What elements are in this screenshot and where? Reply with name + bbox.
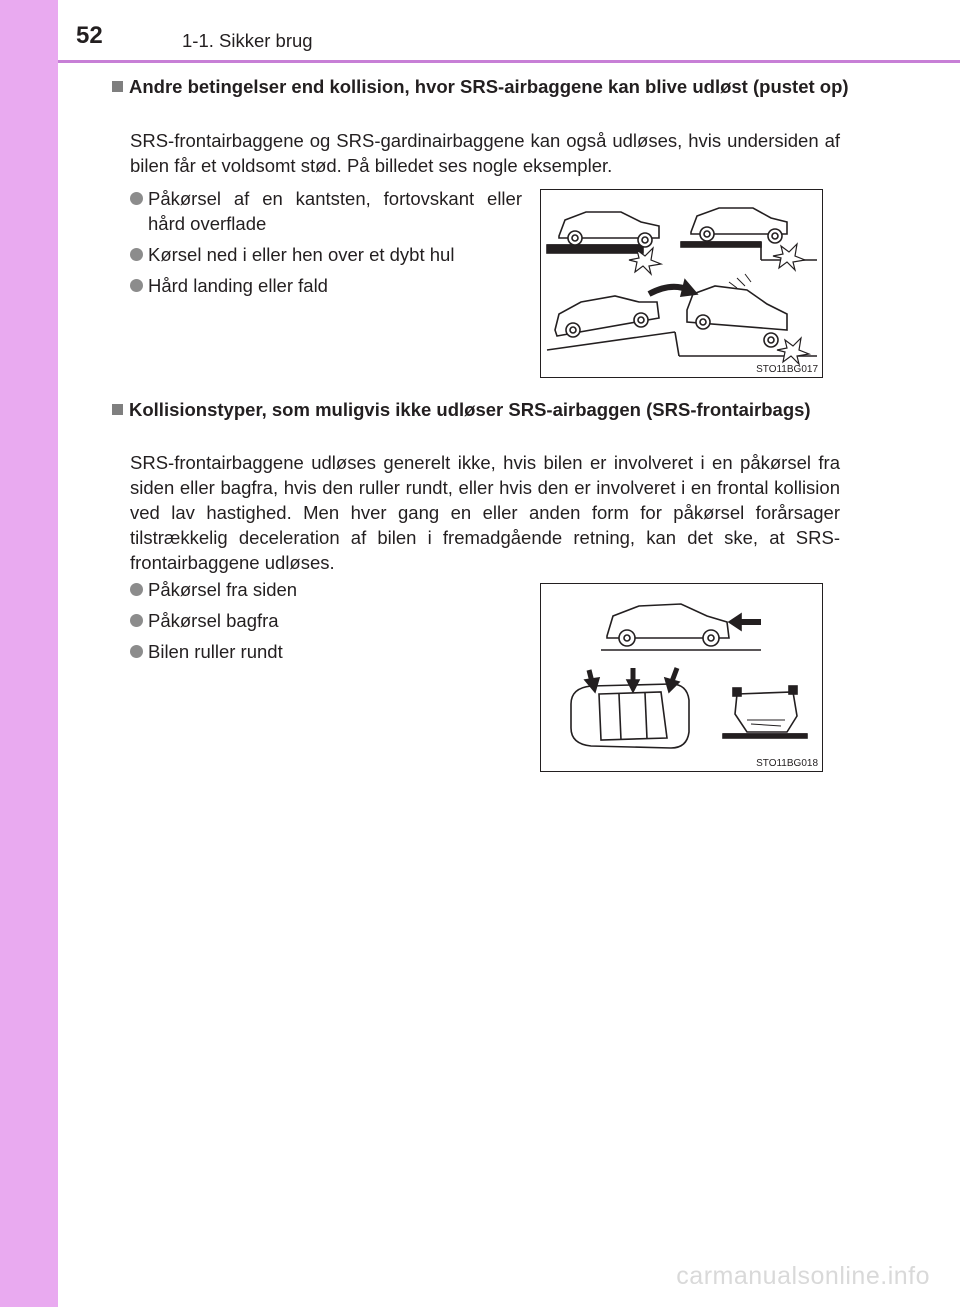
section2-heading-text: Kollisionstyper, som muligvis ikke udløser SRS-airbaggen (SRS-frontairbags) <box>129 399 811 420</box>
bullet-icon <box>130 279 143 292</box>
list-item-text: Kørsel ned i eller hen over et dybt hul <box>148 244 455 265</box>
list-item-text: Hård landing eller fald <box>148 275 328 296</box>
watermark: carmanualsonline.info <box>676 1262 930 1290</box>
section1-bullet-list <box>130 186 522 304</box>
list-item <box>130 273 522 298</box>
non-deploy-collision-illustration <box>541 584 822 771</box>
section1-heading-text: Andre betingelser end kollision, hvor SRS-airbaggene kan blive udløst (pustet op) <box>129 76 849 97</box>
list-item <box>130 639 490 664</box>
bullet-icon <box>130 614 143 627</box>
bullet-icon <box>130 583 143 596</box>
section-title: 1-1. Sikker brug <box>182 30 313 51</box>
list-item-text: Bilen ruller rundt <box>148 641 283 662</box>
section1-paragraph: SRS-frontairbaggene og SRS-gardinairbaggene kan også udløses, hvis undersiden af bilen får et voldsomt stød. På billedet ses nogle eksempler. <box>130 130 840 176</box>
figure-code: STO11BG017 <box>756 364 818 375</box>
figure-code: STO11BG018 <box>756 758 818 769</box>
figure-underbody-impacts <box>540 189 823 378</box>
figure-non-deploy-collisions <box>540 583 823 772</box>
bullet-icon <box>130 248 143 261</box>
section2-heading <box>112 397 852 422</box>
bullet-icon <box>130 192 143 205</box>
list-item-text: Påkørsel fra siden <box>148 579 298 600</box>
list-item <box>130 577 490 602</box>
section2-paragraph: SRS-frontairbaggene udløses generelt ikke, hvis bilen er involveret i en påkørsel fra siden eller bagfra, hvis den ruller rundt, eller hvis den er involveret i en frontal kollision ved lav hastighed. Men hver gang en eller anden form for påkørsel forårsager tilstrækkelig deceleration af bilen i fremadgående retning, kan det ske, at SRS-frontairbaggene udløses. <box>130 452 840 573</box>
list-item-text: Påkørsel bagfra <box>148 610 279 631</box>
chapter-sidebar <box>0 0 58 1307</box>
underbody-impact-illustration <box>541 190 822 377</box>
heading-square-icon <box>112 404 123 415</box>
heading-square-icon <box>112 81 123 92</box>
header-rule <box>58 60 960 63</box>
bullet-icon <box>130 645 143 658</box>
page-number: 52 <box>76 22 103 49</box>
list-item <box>130 608 490 633</box>
list-item-text: Påkørsel af en kantsten, fortovskant eller hård overflade <box>148 188 522 234</box>
section1-heading <box>112 74 852 99</box>
section2-bullet-list <box>130 577 490 670</box>
list-item <box>130 186 522 236</box>
list-item <box>130 242 522 267</box>
